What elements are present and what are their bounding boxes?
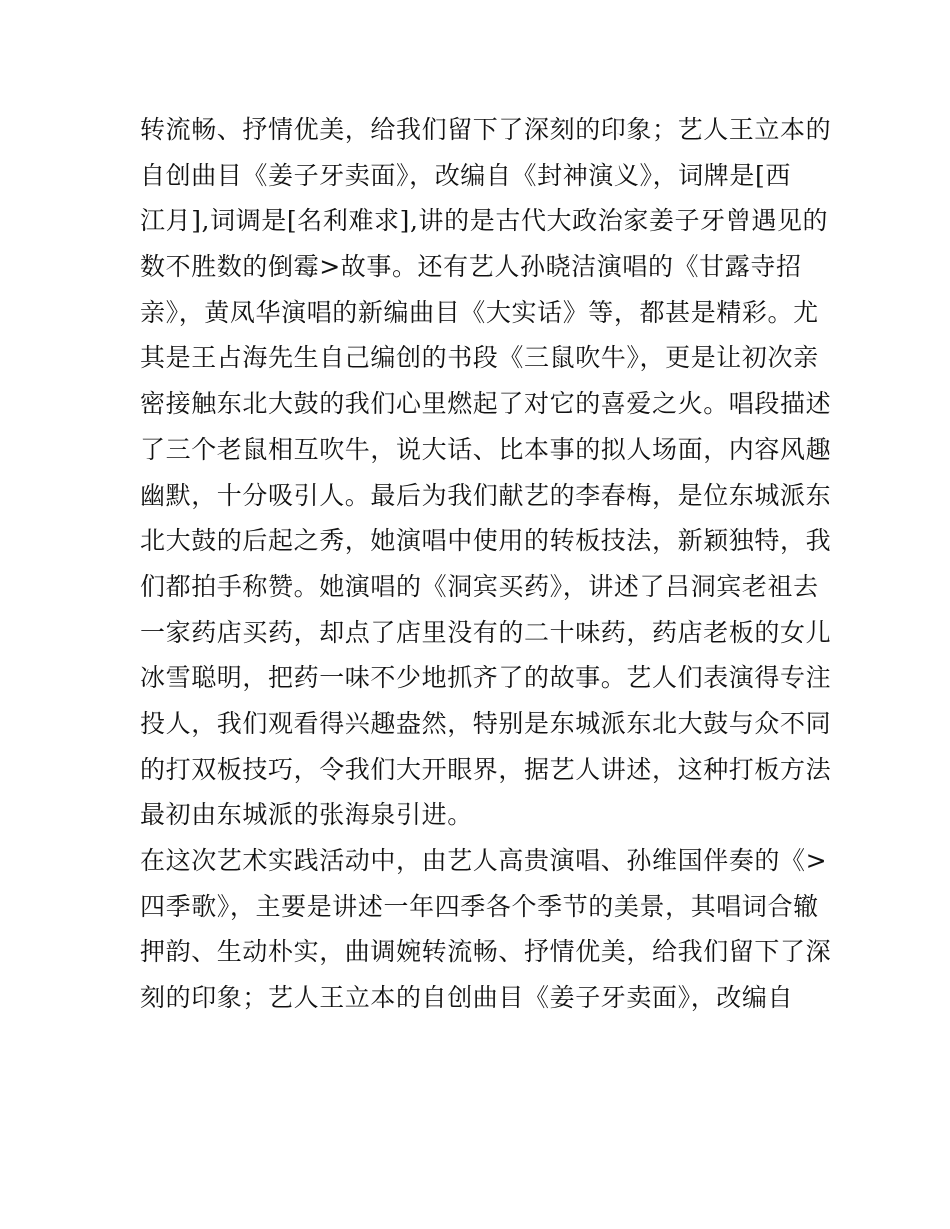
- text-line: 四季歌》，主要是讲述一年四季各个季节的美景，其唱词合辙: [140, 891, 819, 921]
- text-line: 刻的印象；艺人王立本的自创曲目《姜子牙卖面》，改编自: [140, 983, 794, 1013]
- text-line: 密接触东北大鼓的我们心里燃起了对它的喜爱之火。唱段描述: [140, 389, 832, 419]
- text-line: 的打双板技巧，令我们大开眼界，据艺人讲述，这种打板方法: [140, 754, 832, 784]
- text-line: 江月],词调是[名利难求],讲的是古代大政治家姜子牙曾遇见的: [140, 206, 829, 236]
- text-line: 数不胜数的倒霉>故事。还有艺人孙晓洁演唱的《甘露寺招: [140, 252, 802, 282]
- document-body: [140, 107, 832, 1021]
- text-line: 幽默，十分吸引人。最后为我们献艺的李春梅，是位东城派东: [140, 480, 832, 510]
- text-line: 转流畅、抒情优美，给我们留下了深刻的印象；艺人王立本的: [140, 115, 832, 144]
- text-line: 其是王占海先生自己编创的书段《三鼠吹牛》，更是让初次亲: [140, 343, 819, 373]
- text-line: 北大鼓的后起之秀，她演唱中使用的转板技法，新颖独特，我: [140, 526, 832, 556]
- text-line: 们都拍手称赞。她演唱的《洞宾买药》，讲述了吕洞宾老祖去: [140, 571, 819, 601]
- text-line: 最初由东城派的张海泉引进。: [140, 800, 473, 830]
- text-line: 投人，我们观看得兴趣盎然，特别是东城派东北大鼓与众不同: [140, 708, 832, 738]
- text-line: 在这次艺术实践活动中，由艺人高贵演唱、孙维国伴奏的《>: [140, 846, 828, 875]
- text-line: 一家药店买药，却点了店里没有的二十味药，药店老板的女儿: [140, 617, 832, 647]
- text-line: 冰雪聪明，把药一味不少地抓齐了的故事。艺人们表演得专注: [140, 663, 832, 693]
- text-line: 押韵、生动朴实，曲调婉转流畅、抒情优美，给我们留下了深: [140, 937, 832, 967]
- text-line: 了三个老鼠相互吹牛，说大话、比本事的拟人场面，内容风趣: [140, 434, 832, 464]
- text-line: 亲》，黄凤华演唱的新编曲目《大实话》等，都甚是精彩。尤: [140, 297, 819, 327]
- text-line: 自创曲目《姜子牙卖面》，改编自《封神演义》，词牌是[西: [140, 160, 791, 190]
